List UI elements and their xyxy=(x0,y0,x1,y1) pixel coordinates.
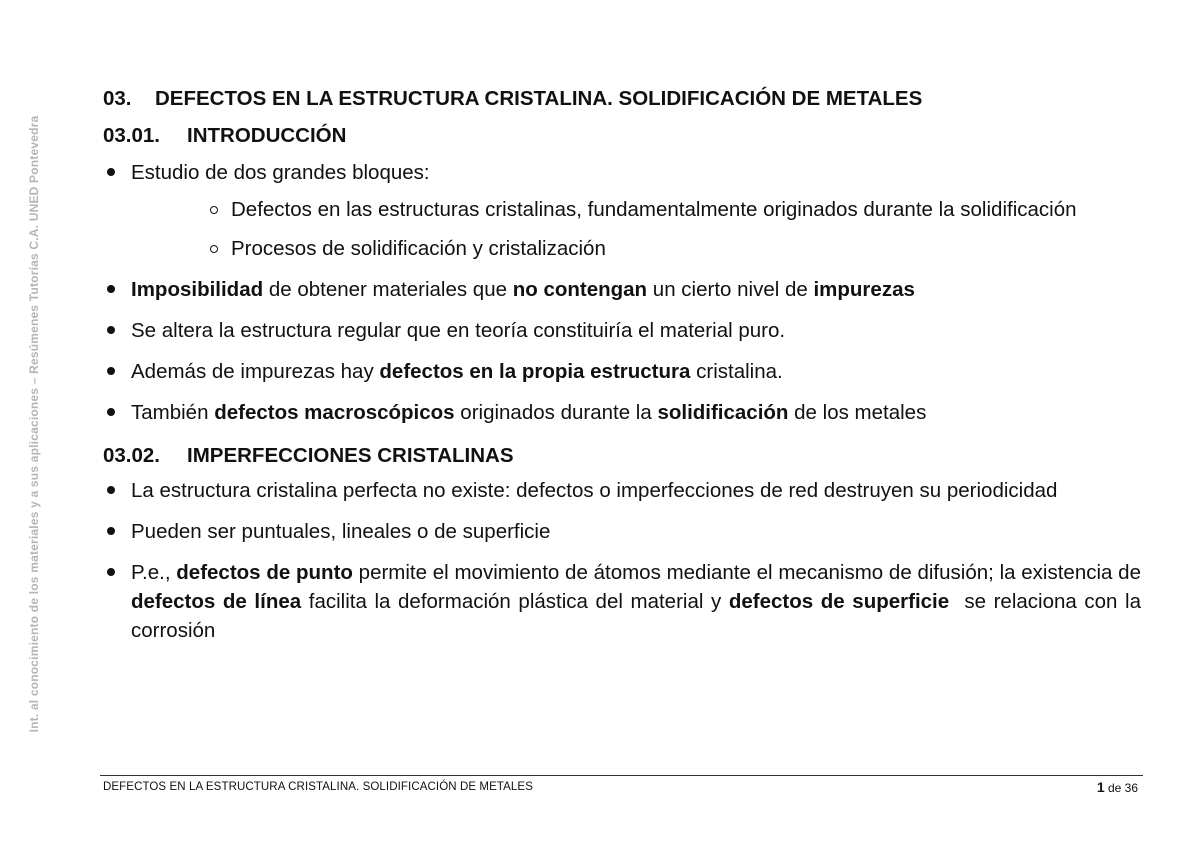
list-item xyxy=(103,558,1147,645)
section-number: 03.02. xyxy=(103,444,160,467)
list-item: Se altera la estructura regular que en teoría constituiría el material puro. xyxy=(103,316,1141,345)
list-item-text: Estudio de dos grandes bloques: xyxy=(131,161,430,184)
footer-title: DEFECTOS EN LA ESTRUCTURA CRISTALINA. SOLIDIFICACIÓN DE METALES xyxy=(103,781,533,793)
text: de los metales xyxy=(788,401,927,424)
text: facilita la deformación plástica del material y xyxy=(301,590,729,613)
sub-list-item: Procesos de solidificación y cristalización xyxy=(131,234,1141,263)
list-item xyxy=(103,357,1141,386)
list-item xyxy=(103,158,1141,263)
chapter-title: DEFECTOS EN LA ESTRUCTURA CRISTALINA. SOLIDIFICACIÓN DE METALES xyxy=(155,87,923,110)
text: originados durante la xyxy=(454,401,658,424)
text: de obtener materiales que xyxy=(263,278,513,301)
sub-list-item: Defectos en las estructuras cristalinas, fundamentalmente originados durante la solidificación xyxy=(131,195,1141,224)
bold-text: defectos en la propia estructura xyxy=(379,360,691,383)
list-item xyxy=(103,398,1141,427)
section-heading-imperfecciones xyxy=(103,441,1141,470)
list-item: La estructura cristalina perfecta no existe: defectos o imperfecciones de red destruyen su periodicidad xyxy=(103,476,1141,505)
page-content xyxy=(103,84,1147,657)
text: Además de impurezas hay xyxy=(131,360,380,383)
bold-text: defectos de superficie xyxy=(728,590,950,613)
text: P.e., xyxy=(131,561,177,584)
current-page: 1 xyxy=(1096,779,1105,795)
bold-text: no contengan xyxy=(512,278,648,301)
text: También xyxy=(131,401,215,424)
bold-text: solidificación xyxy=(657,401,789,424)
footer-divider xyxy=(100,775,1143,776)
sub-list xyxy=(131,195,1141,263)
chapter-heading xyxy=(103,84,1141,113)
bold-text: impurezas xyxy=(813,278,915,301)
sidebar-watermark-text: Int. al conocimiento de los materiales y a sus aplicaciones – Resúmenes Tutorías C.A. UNED Pontevedra xyxy=(27,115,41,733)
section-title: INTRODUCCIÓN xyxy=(187,124,347,147)
page-number xyxy=(1097,779,1138,795)
text: se relaciona con la corrosión xyxy=(131,590,1147,642)
chapter-number: 03. xyxy=(103,87,132,110)
bold-text: Imposibilidad xyxy=(131,278,264,301)
text: permite el movimiento de átomos mediante el mecanismo de difusión; la existencia de xyxy=(352,561,1141,584)
section-number: 03.01. xyxy=(103,124,160,147)
intro-bullet-list xyxy=(103,158,1141,427)
section-title: IMPERFECCIONES CRISTALINAS xyxy=(187,444,514,467)
bold-text: defectos macroscópicos xyxy=(214,401,455,424)
total-pages: de 36 xyxy=(1104,781,1138,795)
bold-text: defectos de línea xyxy=(131,590,302,613)
bold-text: defectos de punto xyxy=(176,561,353,584)
text: un cierto nivel de xyxy=(647,278,814,301)
list-item xyxy=(103,275,1141,304)
list-item: Pueden ser puntuales, lineales o de superficie xyxy=(103,517,1141,546)
imperfections-bullet-list xyxy=(103,476,1147,645)
section-heading-introduccion xyxy=(103,121,1141,150)
text: cristalina. xyxy=(690,360,783,383)
